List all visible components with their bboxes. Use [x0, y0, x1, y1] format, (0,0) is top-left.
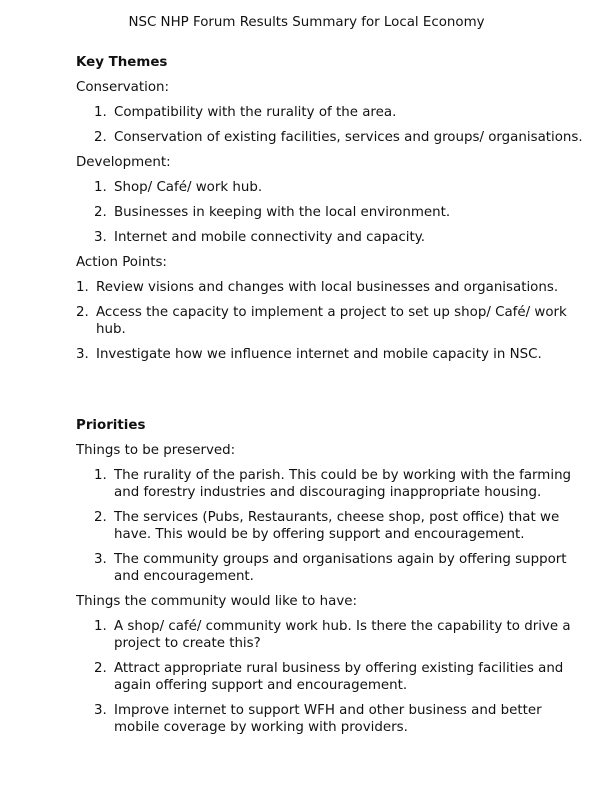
list-item-text: The services (Pubs, Restaurants, cheese shop, post office) that we have. This would be by offering support and encouragement.	[114, 510, 560, 542]
list-item	[94, 229, 583, 246]
list-item-number: 3.	[94, 230, 107, 245]
list-item	[94, 179, 583, 196]
list-item	[76, 279, 583, 296]
list-item-text: The community groups and organisations again by offering support and encouragement.	[114, 552, 567, 584]
action-points-label: Action Points:	[76, 255, 167, 270]
list-item-number: 1.	[94, 105, 107, 120]
development-label: Development:	[76, 155, 171, 170]
list-item-number: 2.	[94, 661, 107, 676]
list-item-text: A shop/ café/ community work hub. Is there the capability to drive a project to create this?	[114, 619, 571, 651]
list-item	[94, 467, 583, 501]
priorities-heading: Priorities	[76, 418, 146, 433]
list-item-number: 1.	[94, 468, 107, 483]
list-item	[76, 304, 583, 338]
list-item	[94, 618, 583, 652]
list-item-text: Access the capacity to implement a project to set up shop/ Café/ work hub.	[96, 305, 567, 337]
list-item-text: Investigate how we influence internet and mobile capacity in NSC.	[96, 347, 542, 362]
list-item-number: 3.	[76, 347, 89, 362]
list-item-text: Businesses in keeping with the local environment.	[114, 205, 451, 220]
list-item-text: Shop/ Café/ work hub.	[114, 180, 263, 195]
list-item-number: 2.	[76, 305, 89, 320]
would-like-label: Things the community would like to have:	[76, 594, 357, 609]
list-item-text: Improve internet to support WFH and other business and better mobile coverage by working with providers.	[114, 703, 542, 735]
conservation-list	[94, 104, 583, 146]
list-item-text: Conservation of existing facilities, services and groups/ organisations.	[114, 130, 583, 145]
would-like-list	[94, 618, 583, 736]
list-item	[76, 346, 583, 363]
list-item-text: Attract appropriate rural business by offering existing facilities and again offering support and encouragement.	[114, 661, 564, 693]
list-item-text: The rurality of the parish. This could be by working with the farming and forestry industries and discouraging inappropriate housing.	[114, 468, 572, 500]
document-title: NSC NHP Forum Results Summary for Local Economy	[128, 15, 485, 30]
list-item-text: Internet and mobile connectivity and capacity.	[114, 230, 426, 245]
list-item	[94, 702, 583, 736]
list-item-number: 1.	[76, 280, 89, 295]
list-item-number: 3.	[94, 703, 107, 718]
preserved-list	[94, 467, 583, 585]
list-item-number: 2.	[94, 510, 107, 525]
key-themes-heading: Key Themes	[76, 55, 168, 70]
list-item-number: 2.	[94, 205, 107, 220]
list-item	[94, 104, 583, 121]
section-spacer	[76, 371, 583, 417]
list-item-number: 3.	[94, 552, 107, 567]
list-item-number: 2.	[94, 130, 107, 145]
list-item-text: Review visions and changes with local businesses and organisations.	[96, 280, 559, 295]
list-item	[94, 129, 583, 146]
conservation-label: Conservation:	[76, 80, 170, 95]
list-item	[94, 660, 583, 694]
development-list	[94, 179, 583, 246]
list-item-number: 1.	[94, 619, 107, 634]
list-item	[94, 509, 583, 543]
list-item-number: 1.	[94, 180, 107, 195]
action-points-list	[76, 279, 583, 363]
preserved-label: Things to be preserved:	[76, 443, 236, 458]
list-item-text: Compatibility with the rurality of the area.	[114, 105, 397, 120]
list-item	[94, 204, 583, 221]
list-item	[94, 551, 583, 585]
